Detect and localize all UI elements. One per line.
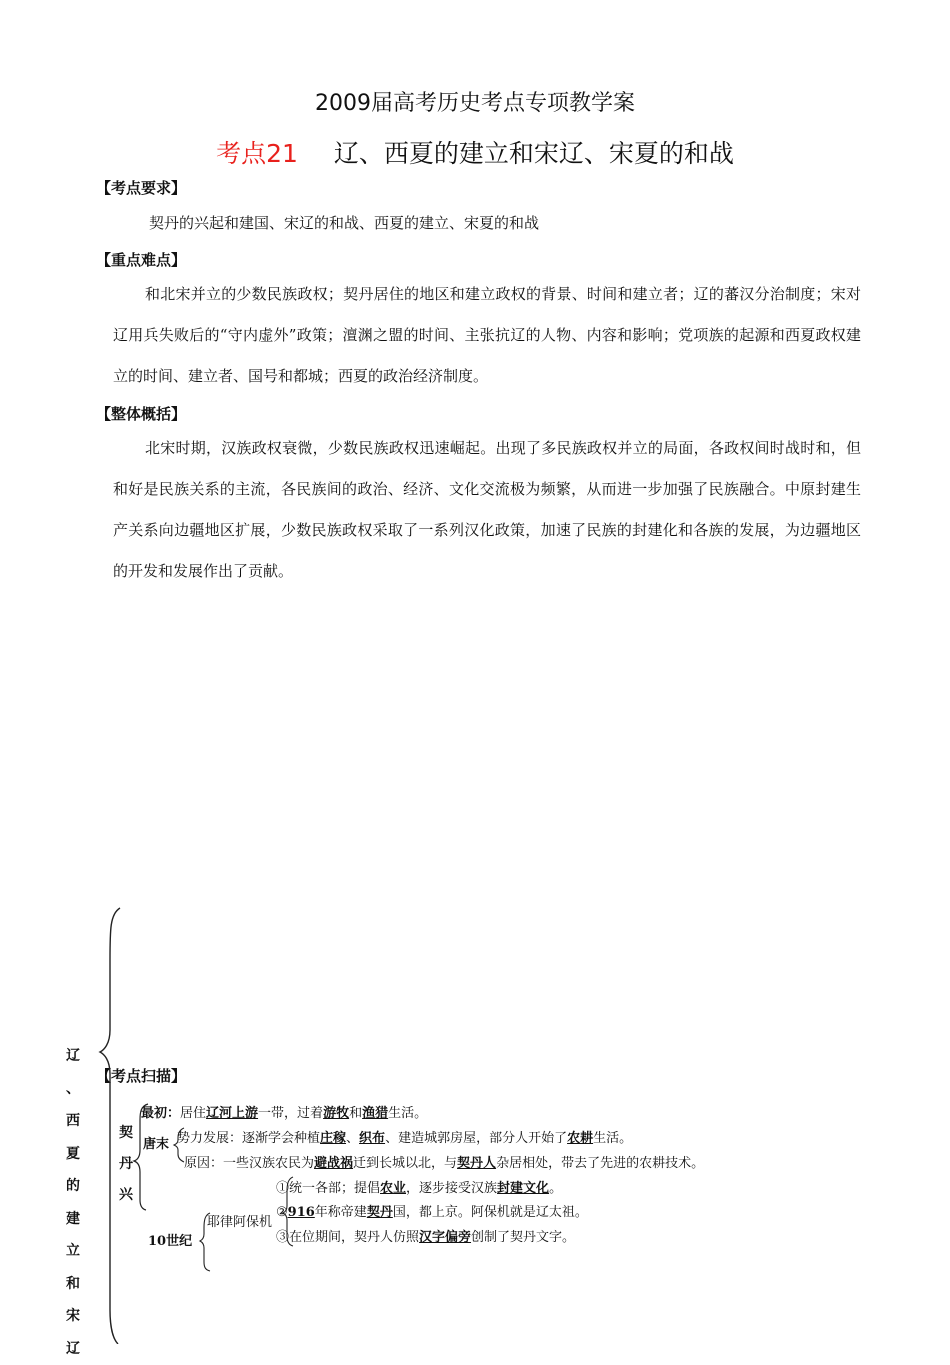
document-title: 2009届高考历史考点专项教学案 — [315, 91, 635, 116]
tree-early-line: 最初：居住辽河上游一带，过着游牧和渔猎生活。 — [141, 1106, 428, 1121]
requirements-heading: 【考点要求】 — [96, 179, 187, 197]
key-points-text: 和北宋并立的少数民族政权；契丹居住的地区和建立政权的背景、时间和建立者；辽的蕃汉分治制度；宋对辽用兵失败后的“守内虚外”政策；澶渊之盟的时间、主张抗辽的人物、内容和影响；党项族的起源和西夏政权建立的时间、建立者、国号和都城；西夏的政治经济制度。 — [113, 285, 861, 385]
overview-text: 北宋时期，汉族政权衰微，少数民族政权迅速崛起。出现了多民族政权并立的局面，各政权间时战时和，但和好是民族关系的主流，各民族间的政治、经济、文化交流极为频繁，从而进一步加强了民族融合。中原封建生产关系向边疆地区扩展，少数民族政权采取了一系列汉化政策，加速了民族的封建化和各族的发展，为边疆地区的开发和发展作出了贡献。 — [113, 439, 861, 580]
topic-number: 考点21 — [216, 139, 298, 168]
tree-item-2: ②916年称帝建契丹国，都上京。阿保机就是辽太祖。 — [276, 1205, 588, 1220]
topic-title: 辽、西夏的建立和宋辽、宋夏的和战 — [333, 139, 734, 168]
root-vertical-label: 辽 、 西 夏 的 建 立 和 宋 辽 — [66, 1048, 80, 1357]
key-points-heading: 【重点难点】 — [96, 251, 187, 269]
tree-power-line: 势力发展：逐渐学会种植庄稼、织布、建造城郭房屋，部分人开始了农耕生活。 — [177, 1131, 633, 1146]
requirements-text: 契丹的兴起和建国、宋辽的和战、西夏的建立、宋夏的和战 — [149, 214, 540, 232]
tree-item-1: ①统一各部；提倡农业，逐步接受汉族封建文化。 — [276, 1181, 563, 1196]
tree-reason-line: 原因：一些汉族农民为避战祸迁到长城以北，与契丹人杂居相处，带去了先进的农耕技术。 — [184, 1156, 705, 1171]
tree-tang-label: 唐末 — [143, 1137, 170, 1152]
tree-item-3: ③在位期间，契丹人仿照汉字偏旁创制了契丹文字。 — [276, 1230, 576, 1245]
overview-heading: 【整体概括】 — [96, 405, 187, 423]
scan-heading: 【考点扫描】 — [96, 1067, 187, 1085]
tree-person-label: 耶律阿保机 — [207, 1215, 273, 1230]
branch-vertical-label: 契 丹 兴 — [119, 1125, 133, 1203]
tree-century-label: 10世纪 — [148, 1234, 193, 1249]
